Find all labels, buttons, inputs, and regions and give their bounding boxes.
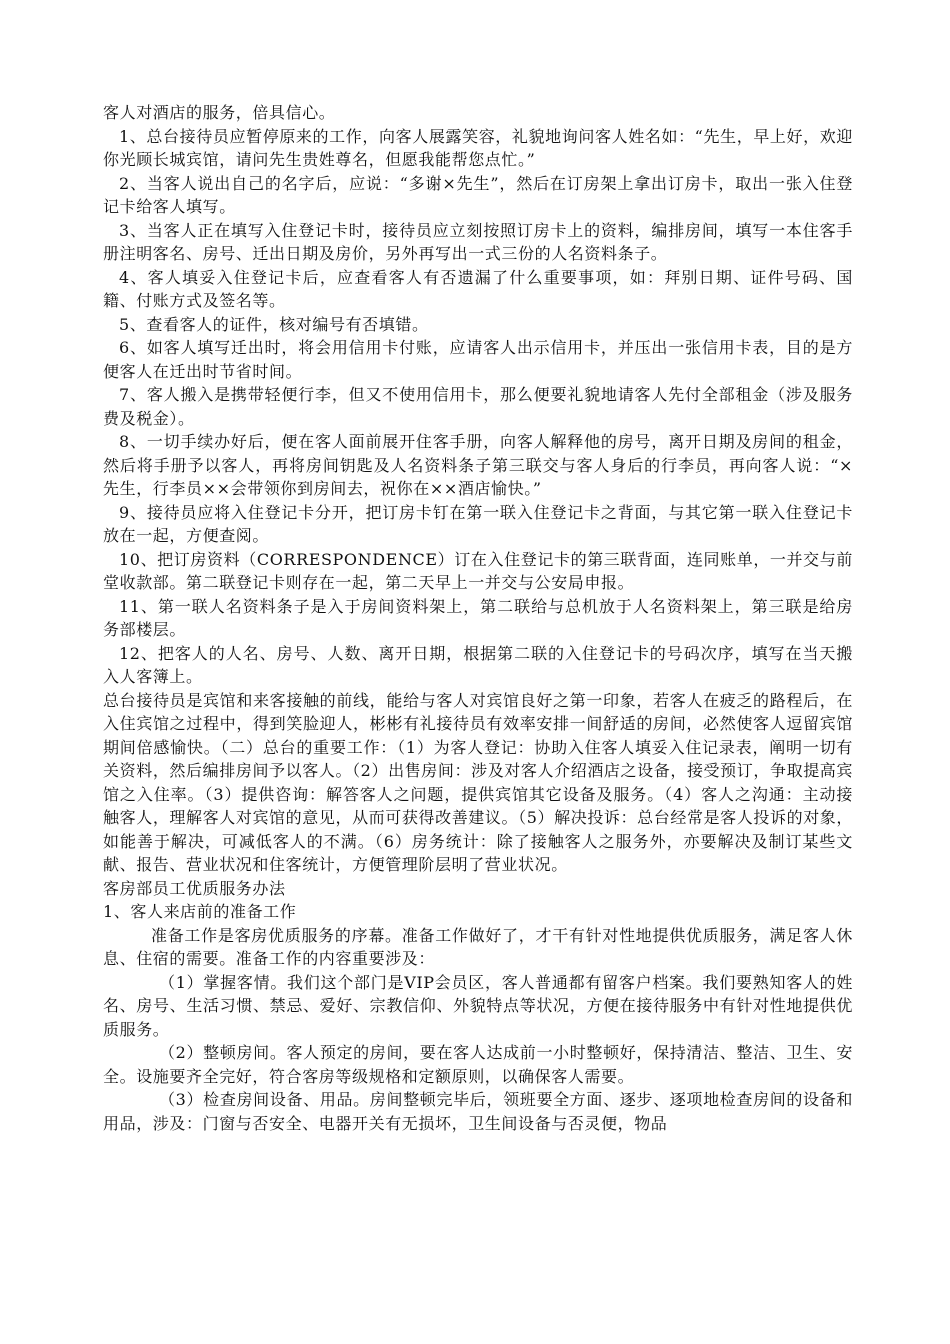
document-page	[103, 101, 853, 1135]
step-4: 4、客人填妥入住登记卡后，应查看客人有否遗漏了什么重要事项，如：拜别日期、证件号码、国籍、付账方式及签名等。	[103, 267, 853, 310]
step-5: 5、查看客人的证件，核对编号有否填错。	[119, 314, 429, 334]
intro-paragraph: 客人对酒店的服务，倍具信心。	[103, 103, 336, 122]
prep-item-3: （3）检查房间设备、用品。房间整顿完毕后，领班要全方面、逐步、逐项地检查房间的设备和用品，涉及：门窗与否安全、电器开关有无损坏，卫生间设备与否灵便，物品	[103, 1090, 853, 1133]
step-12: 12、把客人的人名、房号、人数、离开日期，根据第二联的入住登记卡的号码次序，填写在当天搬入人客簿上。	[103, 643, 853, 686]
step-8: 8、一切手续办好后，便在客人面前展开住客手册，向客人解释他的房号，离开日期及房间的租金，然后将手册予以客人，再将房间钥匙及人名资料条子第三联交与客人身后的行李员，再向客人说：“×先生，行李员××会带领你到房间去，祝你在××酒店愉快。”	[103, 432, 853, 498]
prep-item-1: （1）掌握客情。我们这个部门是VIP会员区，客人普通都有留客户档案。我们要熟知客人的姓名、房号、生活习惯、禁忌、爱好、宗教信仰、外貌特点等状况，方便在接待服务中有针对性地提供优质服务。	[103, 972, 853, 1039]
step-6: 6、如客人填写迁出时，将会用信用卡付账，应请客人出示信用卡，并压出一张信用卡表，目的是方便客人在迁出时节省时间。	[103, 338, 853, 381]
step-11: 11、第一联人名资料条子是入于房间资料架上，第二联给与总机放于人名资料架上，第三联是给房务部楼层。	[103, 596, 853, 639]
section-title: 客房部员工优质服务办法	[103, 878, 286, 898]
summary-paragraph: 总台接待员是宾馆和来客接触的前线，能给与客人对宾馆良好之第一印象，若客人在疲乏的路程后，在入住宾馆之过程中，得到笑脸迎人，彬彬有礼接待员有效率安排一间舒适的房间，必然使客人逗留宾馆期间倍感愉快。（二）总台的重要工作：（1）为客人登记：协助入住客人填妥入住记录表，阐明一切有关资料，然后编排房间予以客人。（2）出售房间：涉及对客人介绍酒店之设备，接受预订，争取提高宾馆之入住率。（3）提供咨询：解答客人之问题，提供宾馆其它设备及服务。（4）客人之沟通：主动接触客人，理解客人对宾馆的意见，从而可获得改善建议。（5）解决投诉：总台经常是客人投诉的对象，如能善于解决，可减低客人的不满。（6）房务统计：除了接触客人之服务外，亦要解决及制订某些文献、报告、营业状况和住客统计，方便管理阶层明了营业状况。	[103, 690, 853, 874]
step-7: 7、客人搬入是携带轻便行李，但又不使用信用卡，那么便要礼貌地请客人先付全部租金（涉及服务费及税金）。	[103, 385, 853, 428]
step-10: 10、把订房资料（CORRESPONDENCE）订在入住登记卡的第三联背面，连同账单，一并交与前堂收款部。第二联登记卡则存在一起，第二天早上一并交与公安局申报。	[103, 549, 853, 592]
subsection-title: 1、客人来店前的准备工作	[103, 902, 297, 921]
prep-intro-paragraph: 准备工作是客房优质服务的序幕。准备工作做好了，才干有针对性地提供优质服务，满足客人休息、住宿的需要。准备工作的内容重要涉及：	[103, 925, 853, 968]
step-3: 3、当客人正在填写入住登记卡时，接待员应立刻按照订房卡上的资料，编排房间，填写一本住客手册注明客名、房号、迁出日期及房价，另外再写出一式三份的人名资料条子。	[103, 220, 853, 263]
step-2: 2、当客人说出自己的名字后，应说：“多谢×先生”，然后在订房架上拿出订房卡，取出一张入住登记卡给客人填写。	[103, 173, 853, 216]
step-1: 1、总台接待员应暂停原来的工作，向客人展露笑容，礼貌地询问客人姓名如：“先生，早上好，欢迎你光顾长城宾馆，请问先生贵姓尊名，但愿我能帮您点忙。”	[103, 126, 853, 169]
step-9: 9、接待员应将入住登记卡分开，把订房卡钉在第一联入住登记卡之背面，与其它第一联入住登记卡放在一起，方便查阅。	[103, 502, 853, 545]
prep-item-2: （2）整顿房间。客人预定的房间，要在客人达成前一小时整顿好，保持清洁、整洁、卫生、安全。设施要齐全完好，符合客房等级规格和定额原则，以确保客人需要。	[103, 1043, 853, 1086]
